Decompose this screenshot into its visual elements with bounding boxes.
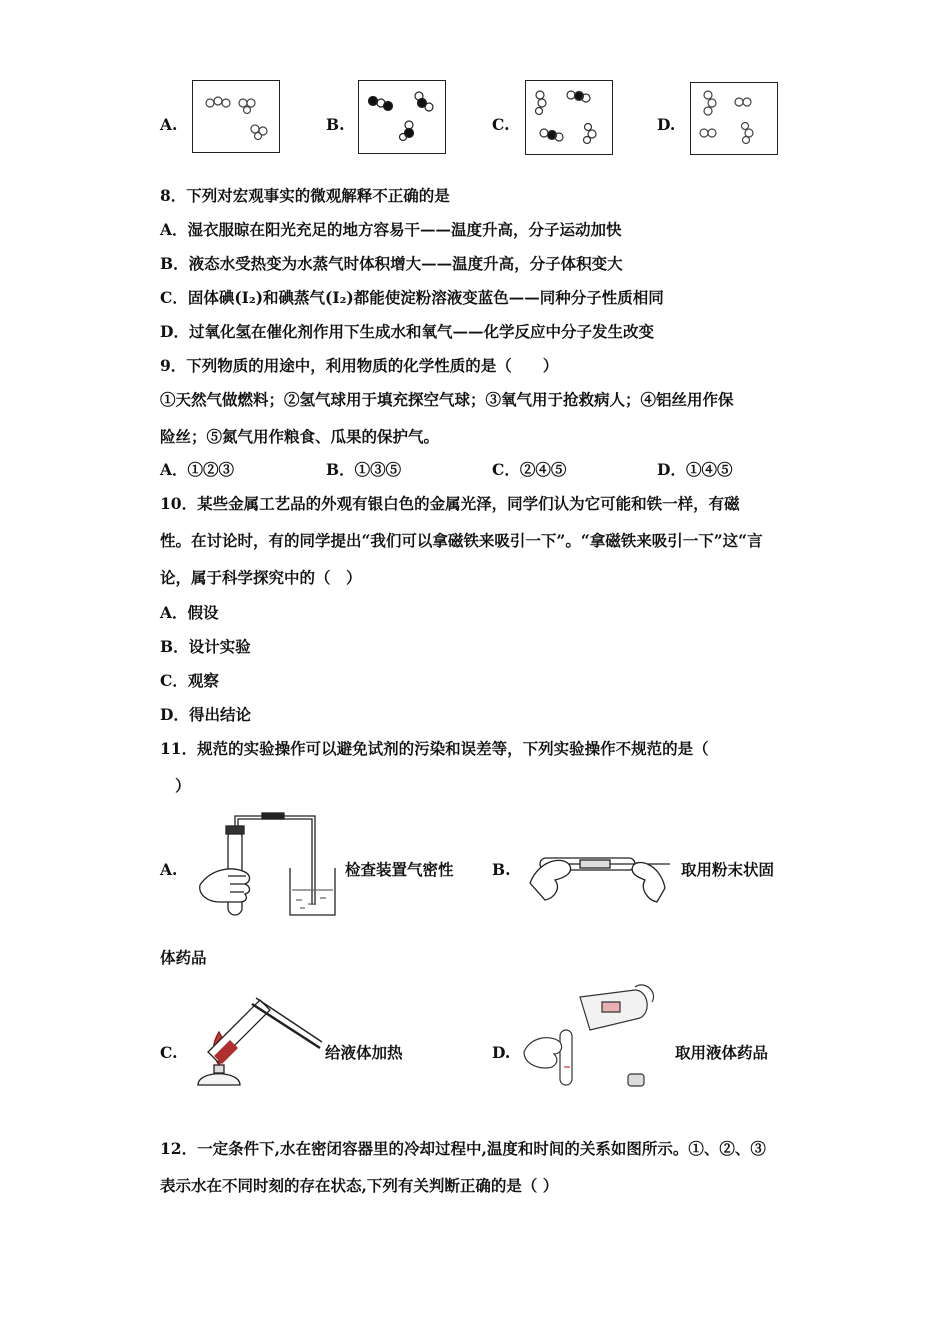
q11-option-d-label: D. — [492, 1043, 511, 1062]
q7-option-b-figure — [358, 80, 446, 154]
q11-option-d-text: 取用液体药品 — [675, 1043, 769, 1062]
q7-option-c-label: C. — [492, 115, 510, 134]
q7-option-a-label: A. — [160, 115, 178, 134]
q9-option-a: A．①②③ — [160, 460, 235, 479]
q7-option-c-figure — [525, 80, 613, 155]
molecule-diagram-icon — [526, 81, 612, 154]
q10-option-d: D．得出结论 — [160, 705, 251, 724]
q7-option-d-label: D. — [657, 115, 676, 134]
q8-option-a: A．湿衣服晾在阳光充足的地方容易干——温度升高，分子运动加快 — [160, 220, 622, 239]
alcohol-lamp-icon — [190, 990, 325, 1090]
q9-option-d: D．①④⑤ — [657, 460, 733, 479]
q9-option-b: B．①③⑤ — [326, 460, 402, 479]
powder-sampling-figure — [525, 838, 675, 918]
q11-option-c-text: 给液体加热 — [325, 1043, 403, 1062]
molecule-diagram-icon — [193, 81, 279, 152]
q8-option-c: C．固体碘(I₂)和碘蒸气(I₂)都能使淀粉溶液变蓝色——同种分子性质相同 — [160, 288, 664, 307]
q11-option-b-label: B. — [492, 860, 511, 879]
q11-option-b-text: 取用粉末状固 — [681, 860, 775, 879]
test-tube-hand-icon — [190, 810, 345, 920]
liquid-heating-figure — [190, 990, 325, 1090]
airtightness-check-figure — [190, 810, 345, 920]
q11-option-a-text: 检查装置气密性 — [345, 860, 454, 879]
q10-stem-line1: 10．某些金属工艺品的外观有银白色的金属光泽，同学们认为它可能和铁一样，有磁 — [160, 494, 740, 513]
q11-stem-line2: ） — [175, 776, 191, 795]
molecule-diagram-icon — [359, 81, 445, 153]
q9-body-line2: 险丝；⑤氮气用作粮食、瓜果的保护气。 — [160, 427, 440, 446]
q8-option-b: B．液态水受热变为水蒸气时体积增大——温度升高，分子体积变大 — [160, 254, 623, 273]
q11-option-a-label: A. — [160, 860, 178, 879]
q9-body-line1: ①天然气做燃料；②氢气球用于填充探空气球；③氧气用于抢救病人；④铝丝用作保 — [160, 390, 734, 409]
q10-option-c: C．观察 — [160, 671, 219, 690]
q12-stem-line2: 表示水在不同时刻的存在状态,下列有关判断正确的是（ ） — [160, 1176, 559, 1195]
q10-option-a: A．假设 — [160, 603, 219, 622]
q9-stem: 9．下列物质的用途中，利用物质的化学性质的是（ ） — [160, 356, 559, 375]
q9-option-c: C．②④⑤ — [492, 460, 567, 479]
q10-option-b: B．设计实验 — [160, 637, 251, 656]
q7-option-d-figure — [690, 82, 778, 155]
q10-stem-line3: 论，属于科学探究中的（ ） — [160, 568, 362, 587]
q7-option-b-label: B. — [326, 115, 345, 134]
hands-test-tube-icon — [525, 838, 675, 918]
q11-option-b-text-continued: 体药品 — [160, 948, 207, 967]
q11-stem-line1: 11．规范的实验操作可以避免试剂的污染和误差等，下列实验操作不规范的是（ — [160, 739, 709, 758]
molecule-diagram-icon — [691, 83, 777, 154]
q7-option-a-figure — [192, 80, 280, 153]
q10-stem-line2: 性。在讨论时，有的同学提出“我们可以拿磁铁来吸引一下”。“拿磁铁来吸引一下”这“言 — [160, 531, 763, 550]
q11-option-c-label: C. — [160, 1043, 178, 1062]
q8-stem: 8．下列对宏观事实的微观解释不正确的是 — [160, 186, 450, 205]
reagent-bottle-icon — [520, 982, 665, 1092]
q8-option-d: D．过氧化氢在催化剂作用下生成水和氧气——化学反应中分子发生改变 — [160, 322, 654, 341]
q12-stem-line1: 12．一定条件下,水在密闭容器里的冷却过程中,温度和时间的关系如图所示。①、②、③ — [160, 1139, 766, 1158]
liquid-pouring-figure — [520, 982, 665, 1092]
